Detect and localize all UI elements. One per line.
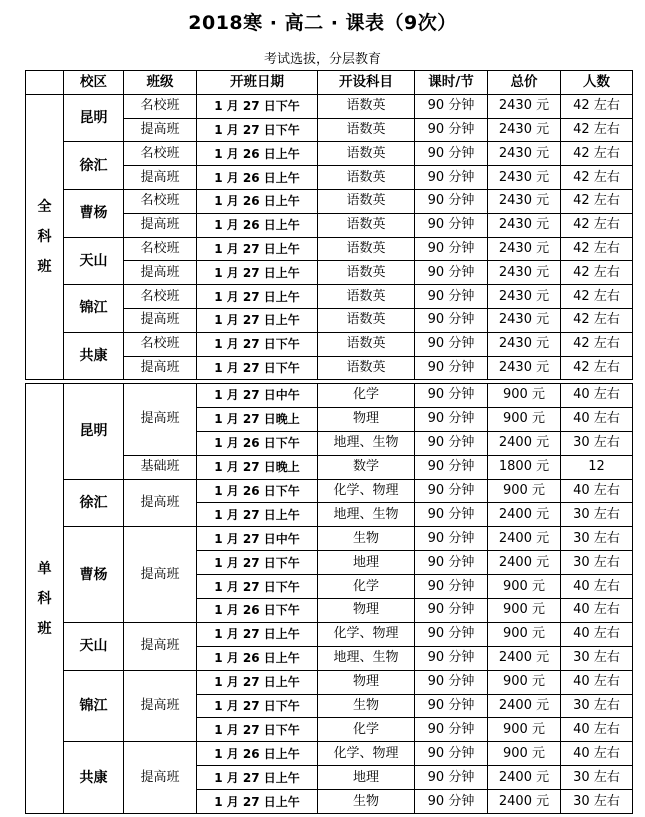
subject-cell: 语数英 <box>318 142 415 166</box>
date-cell: 1 月 27 日中午 <box>197 527 318 551</box>
header-cell: 开班日期 <box>197 71 318 95</box>
table-row <box>26 237 633 261</box>
duration-cell: 90 分钟 <box>415 551 488 575</box>
subject-cell: 语数英 <box>318 285 415 309</box>
duration-cell: 90 分钟 <box>415 718 488 742</box>
header-cell: 开设科目 <box>318 71 415 95</box>
duration-cell: 90 分钟 <box>415 742 488 766</box>
date-cell: 1 月 27 日上午 <box>197 670 318 694</box>
table-row <box>26 527 633 551</box>
category-single-subject: 单 科 班 <box>26 384 64 814</box>
class-cell: 提高班 <box>124 527 197 623</box>
subject-cell: 地理 <box>318 766 415 790</box>
size-cell: 30 左右 <box>561 551 633 575</box>
duration-cell: 90 分钟 <box>415 166 488 190</box>
duration-cell: 90 分钟 <box>415 189 488 213</box>
duration-cell: 90 分钟 <box>415 308 488 332</box>
subject-cell: 语数英 <box>318 213 415 237</box>
duration-cell: 90 分钟 <box>415 356 488 380</box>
date-cell: 1 月 27 日晚上 <box>197 407 318 431</box>
date-cell: 1 月 26 日上午 <box>197 213 318 237</box>
size-cell: 42 左右 <box>561 332 633 356</box>
subject-cell: 语数英 <box>318 332 415 356</box>
campus-cell: 昆明 <box>64 94 124 142</box>
size-cell: 42 左右 <box>561 166 633 190</box>
table-row <box>26 332 633 356</box>
table-row <box>26 285 633 309</box>
subject-cell: 生物 <box>318 694 415 718</box>
price-cell: 2430 元 <box>488 213 561 237</box>
subject-cell: 物理 <box>318 599 415 623</box>
size-cell: 30 左右 <box>561 431 633 455</box>
date-cell: 1 月 27 日下午 <box>197 694 318 718</box>
size-cell: 42 左右 <box>561 118 633 142</box>
subject-cell: 化学、物理 <box>318 622 415 646</box>
duration-cell: 90 分钟 <box>415 261 488 285</box>
price-cell: 900 元 <box>488 599 561 623</box>
class-cell: 提高班 <box>124 213 197 237</box>
subject-cell: 地理 <box>318 551 415 575</box>
price-cell: 2430 元 <box>488 356 561 380</box>
size-cell: 42 左右 <box>561 142 633 166</box>
size-cell: 42 左右 <box>561 285 633 309</box>
duration-cell: 90 分钟 <box>415 237 488 261</box>
category-full-subject: 全 科 班 <box>26 94 64 380</box>
duration-cell: 90 分钟 <box>415 503 488 527</box>
table-row <box>26 622 633 646</box>
subject-cell: 语数英 <box>318 94 415 118</box>
size-cell: 12 <box>561 455 633 479</box>
date-cell: 1 月 26 日下午 <box>197 599 318 623</box>
duration-cell: 90 分钟 <box>415 575 488 599</box>
duration-cell: 90 分钟 <box>415 142 488 166</box>
duration-cell: 90 分钟 <box>415 455 488 479</box>
subject-cell: 语数英 <box>318 356 415 380</box>
date-cell: 1 月 27 日上午 <box>197 766 318 790</box>
date-cell: 1 月 26 日上午 <box>197 646 318 670</box>
duration-cell: 90 分钟 <box>415 332 488 356</box>
price-cell: 2430 元 <box>488 237 561 261</box>
size-cell: 30 左右 <box>561 766 633 790</box>
duration-cell: 90 分钟 <box>415 213 488 237</box>
date-cell: 1 月 27 日上午 <box>197 790 318 814</box>
subject-cell: 地理、生物 <box>318 503 415 527</box>
campus-cell: 天山 <box>64 237 124 285</box>
size-cell: 40 左右 <box>561 407 633 431</box>
duration-cell: 90 分钟 <box>415 622 488 646</box>
date-cell: 1 月 27 日上午 <box>197 237 318 261</box>
table-header-row <box>26 71 633 95</box>
subject-cell: 物理 <box>318 407 415 431</box>
size-cell: 40 左右 <box>561 479 633 503</box>
price-cell: 900 元 <box>488 407 561 431</box>
class-cell: 提高班 <box>124 308 197 332</box>
subject-cell: 化学、物理 <box>318 479 415 503</box>
subject-cell: 生物 <box>318 790 415 814</box>
subject-cell: 语数英 <box>318 118 415 142</box>
subject-cell: 数学 <box>318 455 415 479</box>
price-cell: 900 元 <box>488 670 561 694</box>
date-cell: 1 月 27 日上午 <box>197 622 318 646</box>
class-cell: 提高班 <box>124 261 197 285</box>
table-row <box>26 189 633 213</box>
price-cell: 900 元 <box>488 575 561 599</box>
price-cell: 2430 元 <box>488 142 561 166</box>
size-cell: 40 左右 <box>561 384 633 408</box>
date-cell: 1 月 26 日上午 <box>197 166 318 190</box>
date-cell: 1 月 27 日下午 <box>197 551 318 575</box>
duration-cell: 90 分钟 <box>415 694 488 718</box>
subject-cell: 化学、物理 <box>318 742 415 766</box>
price-cell: 2430 元 <box>488 118 561 142</box>
price-cell: 1800 元 <box>488 455 561 479</box>
table-row <box>26 94 633 118</box>
price-cell: 2430 元 <box>488 166 561 190</box>
single-subject-table <box>25 383 633 814</box>
campus-cell: 天山 <box>64 622 124 670</box>
duration-cell: 90 分钟 <box>415 479 488 503</box>
price-cell: 2400 元 <box>488 766 561 790</box>
price-cell: 900 元 <box>488 742 561 766</box>
subject-cell: 语数英 <box>318 166 415 190</box>
price-cell: 2400 元 <box>488 646 561 670</box>
subject-cell: 地理、生物 <box>318 646 415 670</box>
class-cell: 基础班 <box>124 455 197 479</box>
class-cell: 名校班 <box>124 237 197 261</box>
campus-cell: 共康 <box>64 742 124 814</box>
price-cell: 2400 元 <box>488 551 561 575</box>
class-cell: 提高班 <box>124 118 197 142</box>
price-cell: 900 元 <box>488 622 561 646</box>
class-cell: 提高班 <box>124 356 197 380</box>
date-cell: 1 月 27 日上午 <box>197 261 318 285</box>
subject-cell: 语数英 <box>318 189 415 213</box>
price-cell: 2400 元 <box>488 790 561 814</box>
size-cell: 30 左右 <box>561 790 633 814</box>
price-cell: 900 元 <box>488 479 561 503</box>
size-cell: 42 左右 <box>561 213 633 237</box>
duration-cell: 90 分钟 <box>415 670 488 694</box>
date-cell: 1 月 26 日上午 <box>197 189 318 213</box>
class-cell: 名校班 <box>124 142 197 166</box>
duration-cell: 90 分钟 <box>415 599 488 623</box>
campus-cell: 共康 <box>64 332 124 380</box>
class-cell: 名校班 <box>124 332 197 356</box>
page-title: 2018寒 · 高二 · 课表（9次） <box>188 12 457 34</box>
subject-cell: 地理、生物 <box>318 431 415 455</box>
duration-cell: 90 分钟 <box>415 94 488 118</box>
date-cell: 1 月 27 日下午 <box>197 94 318 118</box>
subject-cell: 化学 <box>318 384 415 408</box>
subject-cell: 生物 <box>318 527 415 551</box>
campus-cell: 锦江 <box>64 285 124 333</box>
price-cell: 900 元 <box>488 384 561 408</box>
date-cell: 1 月 27 日中午 <box>197 384 318 408</box>
table-row <box>26 742 633 766</box>
campus-cell: 锦江 <box>64 670 124 742</box>
date-cell: 1 月 27 日下午 <box>197 118 318 142</box>
table-row <box>26 479 633 503</box>
date-cell: 1 月 27 日下午 <box>197 575 318 599</box>
date-cell: 1 月 27 日晚上 <box>197 455 318 479</box>
price-cell: 2400 元 <box>488 431 561 455</box>
campus-cell: 徐汇 <box>64 479 124 527</box>
price-cell: 2430 元 <box>488 261 561 285</box>
header-cell: 校区 <box>64 71 124 95</box>
class-cell: 提高班 <box>124 384 197 456</box>
price-cell: 2400 元 <box>488 694 561 718</box>
class-cell: 提高班 <box>124 742 197 814</box>
subject-cell: 物理 <box>318 670 415 694</box>
subject-cell: 语数英 <box>318 261 415 285</box>
subject-cell: 化学 <box>318 575 415 599</box>
class-cell: 提高班 <box>124 622 197 670</box>
duration-cell: 90 分钟 <box>415 766 488 790</box>
size-cell: 42 左右 <box>561 308 633 332</box>
date-cell: 1 月 27 日下午 <box>197 332 318 356</box>
date-cell: 1 月 27 日上午 <box>197 503 318 527</box>
price-cell: 2430 元 <box>488 189 561 213</box>
page-subtitle: 考试选拔，分层教育 <box>263 52 381 67</box>
size-cell: 42 左右 <box>561 189 633 213</box>
duration-cell: 90 分钟 <box>415 118 488 142</box>
campus-cell: 曹杨 <box>64 527 124 623</box>
campus-cell: 徐汇 <box>64 142 124 190</box>
date-cell: 1 月 27 日上午 <box>197 308 318 332</box>
date-cell: 1 月 27 日下午 <box>197 718 318 742</box>
size-cell: 40 左右 <box>561 622 633 646</box>
header-blank <box>26 71 64 95</box>
size-cell: 40 左右 <box>561 575 633 599</box>
size-cell: 42 左右 <box>561 356 633 380</box>
size-cell: 40 左右 <box>561 742 633 766</box>
class-cell: 提高班 <box>124 479 197 527</box>
duration-cell: 90 分钟 <box>415 646 488 670</box>
header-cell: 人数 <box>561 71 633 95</box>
date-cell: 1 月 26 日下午 <box>197 431 318 455</box>
size-cell: 30 左右 <box>561 694 633 718</box>
date-cell: 1 月 26 日下午 <box>197 479 318 503</box>
class-cell: 名校班 <box>124 285 197 309</box>
size-cell: 30 左右 <box>561 503 633 527</box>
duration-cell: 90 分钟 <box>415 285 488 309</box>
size-cell: 30 左右 <box>561 646 633 670</box>
size-cell: 40 左右 <box>561 718 633 742</box>
price-cell: 2430 元 <box>488 332 561 356</box>
size-cell: 30 左右 <box>561 527 633 551</box>
date-cell: 1 月 27 日上午 <box>197 285 318 309</box>
header-cell: 班级 <box>124 71 197 95</box>
date-cell: 1 月 26 日上午 <box>197 142 318 166</box>
header-cell: 总价 <box>488 71 561 95</box>
size-cell: 40 左右 <box>561 670 633 694</box>
full-subject-table <box>25 70 633 380</box>
size-cell: 42 左右 <box>561 237 633 261</box>
duration-cell: 90 分钟 <box>415 384 488 408</box>
duration-cell: 90 分钟 <box>415 527 488 551</box>
table-row <box>26 384 633 408</box>
price-cell: 900 元 <box>488 718 561 742</box>
duration-cell: 90 分钟 <box>415 790 488 814</box>
duration-cell: 90 分钟 <box>415 407 488 431</box>
table-row <box>26 142 633 166</box>
price-cell: 2430 元 <box>488 308 561 332</box>
size-cell: 40 左右 <box>561 599 633 623</box>
date-cell: 1 月 26 日上午 <box>197 742 318 766</box>
class-cell: 名校班 <box>124 94 197 118</box>
price-cell: 2400 元 <box>488 527 561 551</box>
campus-cell: 昆明 <box>64 384 124 480</box>
size-cell: 42 左右 <box>561 261 633 285</box>
price-cell: 2400 元 <box>488 503 561 527</box>
class-cell: 名校班 <box>124 189 197 213</box>
duration-cell: 90 分钟 <box>415 431 488 455</box>
size-cell: 42 左右 <box>561 94 633 118</box>
table-row <box>26 670 633 694</box>
header-cell: 课时/节 <box>415 71 488 95</box>
campus-cell: 曹杨 <box>64 189 124 237</box>
subject-cell: 语数英 <box>318 308 415 332</box>
class-cell: 提高班 <box>124 670 197 742</box>
subject-cell: 语数英 <box>318 237 415 261</box>
date-cell: 1 月 27 日下午 <box>197 356 318 380</box>
price-cell: 2430 元 <box>488 94 561 118</box>
class-cell: 提高班 <box>124 166 197 190</box>
price-cell: 2430 元 <box>488 285 561 309</box>
subject-cell: 化学 <box>318 718 415 742</box>
